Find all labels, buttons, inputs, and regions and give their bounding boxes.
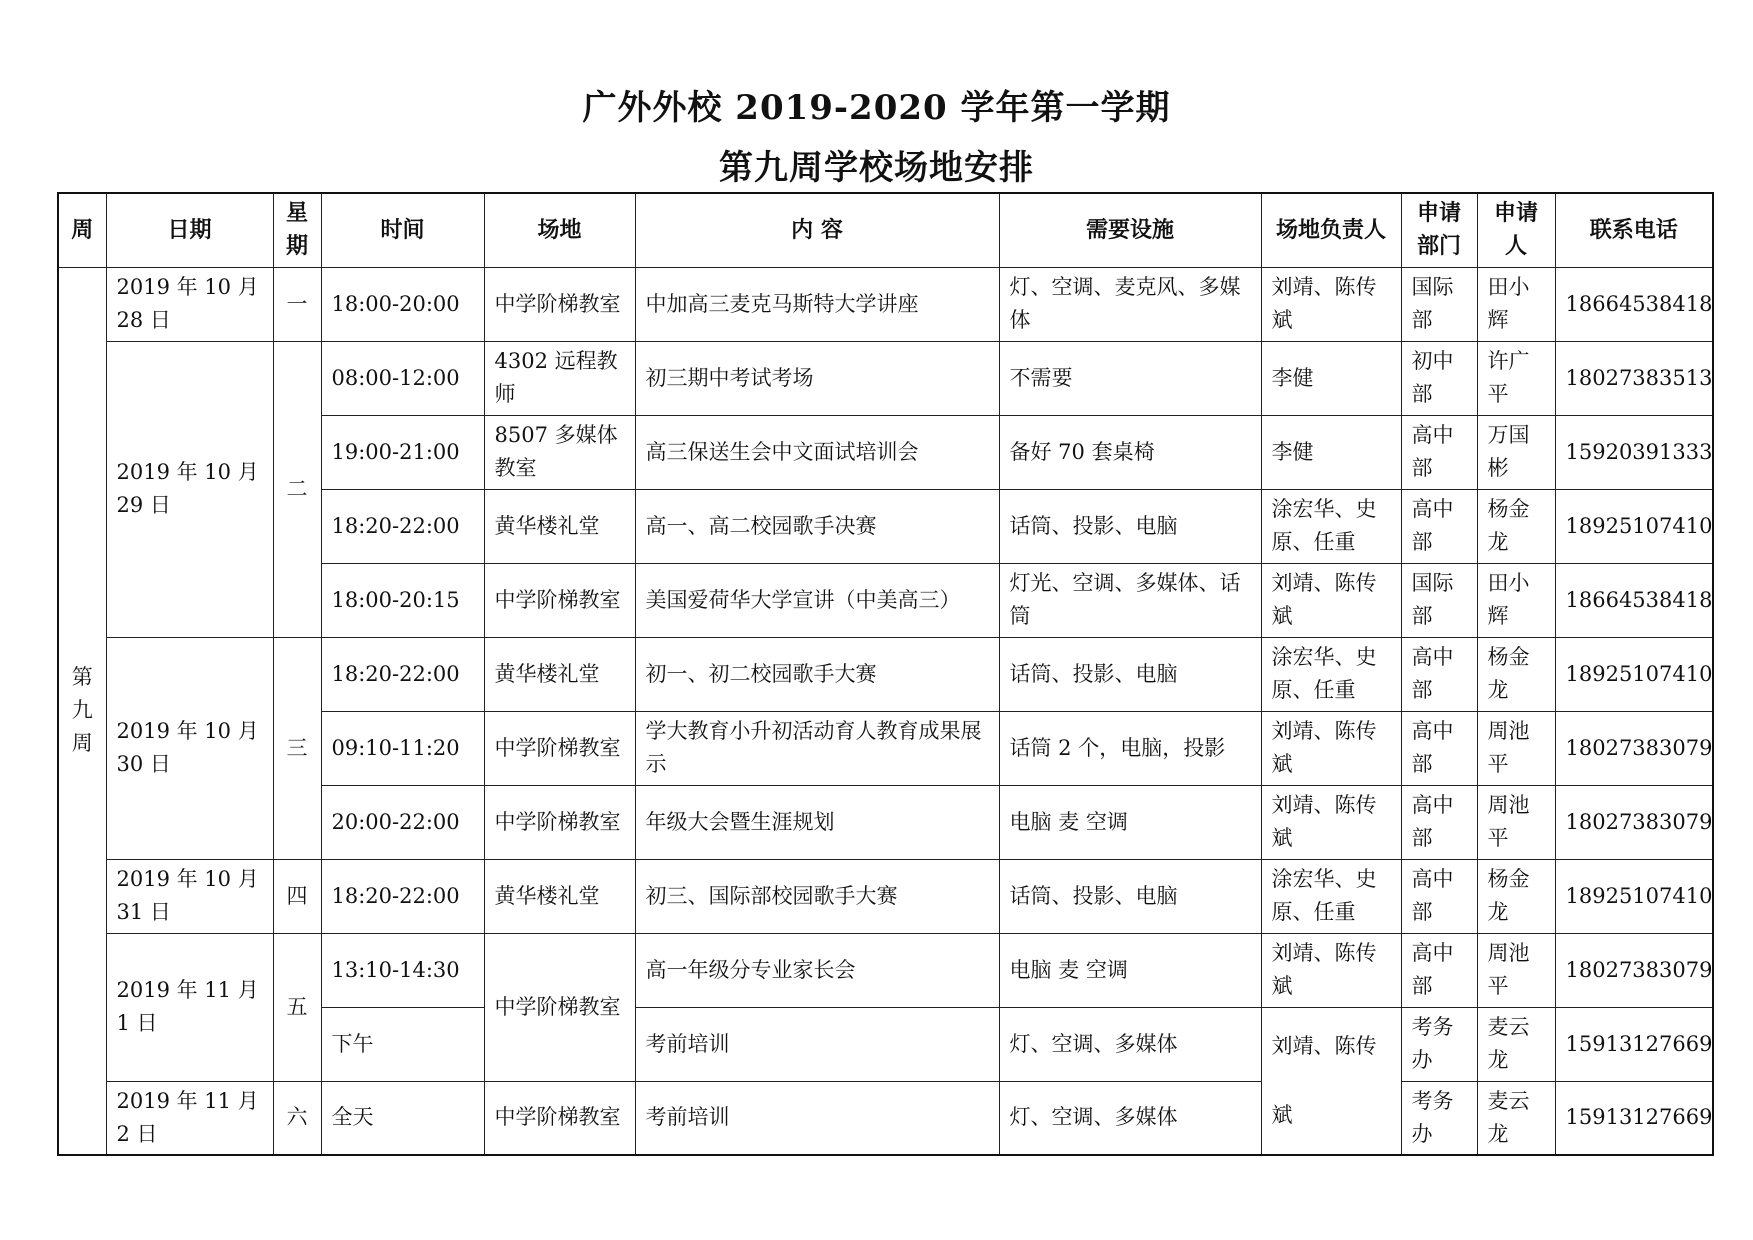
phone-cell: 18925107410	[1555, 489, 1713, 563]
dept-cell: 高中部	[1401, 933, 1477, 1007]
table-row	[58, 341, 1713, 415]
phone-cell: 15920391333	[1555, 415, 1713, 489]
content-cell: 美国爱荷华大学宣讲（中美高三）	[635, 563, 999, 637]
header-facilities: 需要设施	[999, 193, 1261, 267]
date-cell: 2019 年 11 月 2 日	[106, 1081, 273, 1155]
time-cell: 18:20-22:00	[321, 637, 484, 711]
time-cell: 09:10-11:20	[321, 711, 484, 785]
venue-cell: 中学阶梯教室	[484, 267, 635, 341]
venue-cell: 4302 远程教师	[484, 341, 635, 415]
dept-cell: 国际部	[1401, 267, 1477, 341]
dept-cell: 高中部	[1401, 785, 1477, 859]
applicant-cell: 周池平	[1477, 711, 1555, 785]
dept-cell: 考务办	[1401, 1007, 1477, 1081]
time-cell: 13:10-14:30	[321, 933, 484, 1007]
table-header-row	[58, 193, 1713, 267]
manager-cell: 刘靖、陈传斌	[1261, 711, 1401, 785]
facilities-cell: 备好 70 套桌椅	[999, 415, 1261, 489]
venue-cell: 黄华楼礼堂	[484, 489, 635, 563]
venue-cell: 中学阶梯教室	[484, 785, 635, 859]
phone-cell: 18925107410	[1555, 637, 1713, 711]
content-cell: 高一、高二校园歌手决赛	[635, 489, 999, 563]
manager-cell: 涂宏华、史原、任重	[1261, 637, 1401, 711]
phone-cell: 18027383079	[1555, 933, 1713, 1007]
dept-cell: 高中部	[1401, 637, 1477, 711]
manager-cell: 刘靖、陈传斌	[1261, 563, 1401, 637]
content-cell: 学大教育小升初活动育人教育成果展示	[635, 711, 999, 785]
manager-cell: 李健	[1261, 341, 1401, 415]
date-cell: 2019 年 11 月 1 日	[106, 933, 273, 1081]
manager-cell: 刘靖、陈传斌	[1261, 785, 1401, 859]
facilities-cell: 灯、空调、麦克风、多媒体	[999, 267, 1261, 341]
applicant-cell: 周池平	[1477, 785, 1555, 859]
time-cell: 08:00-12:00	[321, 341, 484, 415]
facilities-cell: 不需要	[999, 341, 1261, 415]
dept-cell: 高中部	[1401, 711, 1477, 785]
phone-cell: 15913127669	[1555, 1081, 1713, 1155]
time-cell: 20:00-22:00	[321, 785, 484, 859]
weekday-cell: 五	[273, 933, 321, 1081]
time-cell: 18:00-20:00	[321, 267, 484, 341]
phone-cell: 18027383513	[1555, 341, 1713, 415]
manager-cell: 李健	[1261, 415, 1401, 489]
content-cell: 初三期中考试考场	[635, 341, 999, 415]
venue-cell: 8507 多媒体教室	[484, 415, 635, 489]
facilities-cell: 灯、空调、多媒体	[999, 1007, 1261, 1081]
facilities-cell: 话筒、投影、电脑	[999, 859, 1261, 933]
facilities-cell: 灯光、空调、多媒体、话筒	[999, 563, 1261, 637]
venue-cell: 中学阶梯教室	[484, 711, 635, 785]
weekday-cell: 三	[273, 637, 321, 859]
table-row	[58, 637, 1713, 711]
manager-cell	[1261, 1007, 1401, 1155]
weekday-cell: 一	[273, 267, 321, 341]
time-cell: 18:00-20:15	[321, 563, 484, 637]
phone-cell: 18027383079	[1555, 711, 1713, 785]
weekday-cell: 二	[273, 341, 321, 637]
applicant-cell: 万国彬	[1477, 415, 1555, 489]
phone-cell: 18664538418	[1555, 563, 1713, 637]
table-row	[58, 933, 1713, 1007]
applicant-cell: 周池平	[1477, 933, 1555, 1007]
table-row	[58, 267, 1713, 341]
content-cell: 年级大会暨生涯规划	[635, 785, 999, 859]
applicant-cell: 杨金龙	[1477, 637, 1555, 711]
applicant-cell: 杨金龙	[1477, 859, 1555, 933]
time-cell: 18:20-22:00	[321, 489, 484, 563]
header-phone: 联系电话	[1555, 193, 1713, 267]
header-date: 日期	[106, 193, 273, 267]
dept-cell: 高中部	[1401, 859, 1477, 933]
manager-line: 斌	[1271, 1102, 1293, 1127]
applicant-cell: 许广平	[1477, 341, 1555, 415]
week-cell: 第九周	[58, 267, 106, 1155]
applicant-cell: 田小辉	[1477, 267, 1555, 341]
venue-cell: 中学阶梯教室	[484, 1081, 635, 1155]
header-applicant: 申请人	[1477, 193, 1555, 267]
applicant-cell: 田小辉	[1477, 563, 1555, 637]
manager-cell: 刘靖、陈传斌	[1261, 933, 1401, 1007]
document-title: 广外外校 2019-2020 学年第一学期	[582, 88, 1171, 128]
table-row	[58, 859, 1713, 933]
header-weekday: 星期	[273, 193, 321, 267]
content-cell: 中加高三麦克马斯特大学讲座	[635, 267, 999, 341]
facilities-cell: 话筒、投影、电脑	[999, 637, 1261, 711]
venue-cell: 中学阶梯教室	[484, 563, 635, 637]
dept-cell: 考务办	[1401, 1081, 1477, 1155]
applicant-cell: 杨金龙	[1477, 489, 1555, 563]
facilities-cell: 灯、空调、多媒体	[999, 1081, 1261, 1155]
content-cell: 考前培训	[635, 1007, 999, 1081]
table-row	[58, 1081, 1713, 1155]
applicant-cell: 麦云龙	[1477, 1007, 1555, 1081]
time-cell: 19:00-21:00	[321, 415, 484, 489]
header-venue: 场地	[484, 193, 635, 267]
content-cell: 初三、国际部校园歌手大赛	[635, 859, 999, 933]
dept-cell: 国际部	[1401, 563, 1477, 637]
document-subtitle: 第九周学校场地安排	[719, 148, 1034, 188]
weekday-cell: 四	[273, 859, 321, 933]
dept-cell: 高中部	[1401, 489, 1477, 563]
weekday-cell: 六	[273, 1081, 321, 1155]
applicant-cell: 麦云龙	[1477, 1081, 1555, 1155]
venue-cell: 中学阶梯教室	[484, 933, 635, 1081]
dept-cell: 高中部	[1401, 415, 1477, 489]
content-cell: 考前培训	[635, 1081, 999, 1155]
facilities-cell: 话筒 2 个，电脑，投影	[999, 711, 1261, 785]
date-cell: 2019 年 10 月 29 日	[106, 341, 273, 637]
venue-cell: 黄华楼礼堂	[484, 637, 635, 711]
content-cell: 初一、初二校园歌手大赛	[635, 637, 999, 711]
time-cell: 下午	[321, 1007, 484, 1081]
date-cell: 2019 年 10 月 28 日	[106, 267, 273, 341]
header-content: 内 容	[635, 193, 999, 267]
content-cell: 高三保送生会中文面试培训会	[635, 415, 999, 489]
content-cell: 高一年级分专业家长会	[635, 933, 999, 1007]
phone-cell: 18925107410	[1555, 859, 1713, 933]
date-cell: 2019 年 10 月 30 日	[106, 637, 273, 859]
header-manager: 场地负责人	[1261, 193, 1401, 267]
phone-cell: 18664538418	[1555, 267, 1713, 341]
facilities-cell: 话筒、投影、电脑	[999, 489, 1261, 563]
venue-cell: 黄华楼礼堂	[484, 859, 635, 933]
facilities-cell: 电脑 麦 空调	[999, 933, 1261, 1007]
manager-cell: 涂宏华、史原、任重	[1261, 489, 1401, 563]
header-time: 时间	[321, 193, 484, 267]
time-cell: 18:20-22:00	[321, 859, 484, 933]
header-week: 周	[58, 193, 106, 267]
dept-cell: 初中部	[1401, 341, 1477, 415]
phone-cell: 15913127669	[1555, 1007, 1713, 1081]
manager-cell: 刘靖、陈传斌	[1261, 267, 1401, 341]
manager-cell: 涂宏华、史原、任重	[1261, 859, 1401, 933]
header-dept: 申请部门	[1401, 193, 1477, 267]
phone-cell: 18027383079	[1555, 785, 1713, 859]
date-cell: 2019 年 10 月 31 日	[106, 859, 273, 933]
time-cell: 全天	[321, 1081, 484, 1155]
venue-schedule-table	[57, 192, 1714, 1156]
facilities-cell: 电脑 麦 空调	[999, 785, 1261, 859]
manager-line: 刘靖、陈传	[1271, 1033, 1377, 1058]
